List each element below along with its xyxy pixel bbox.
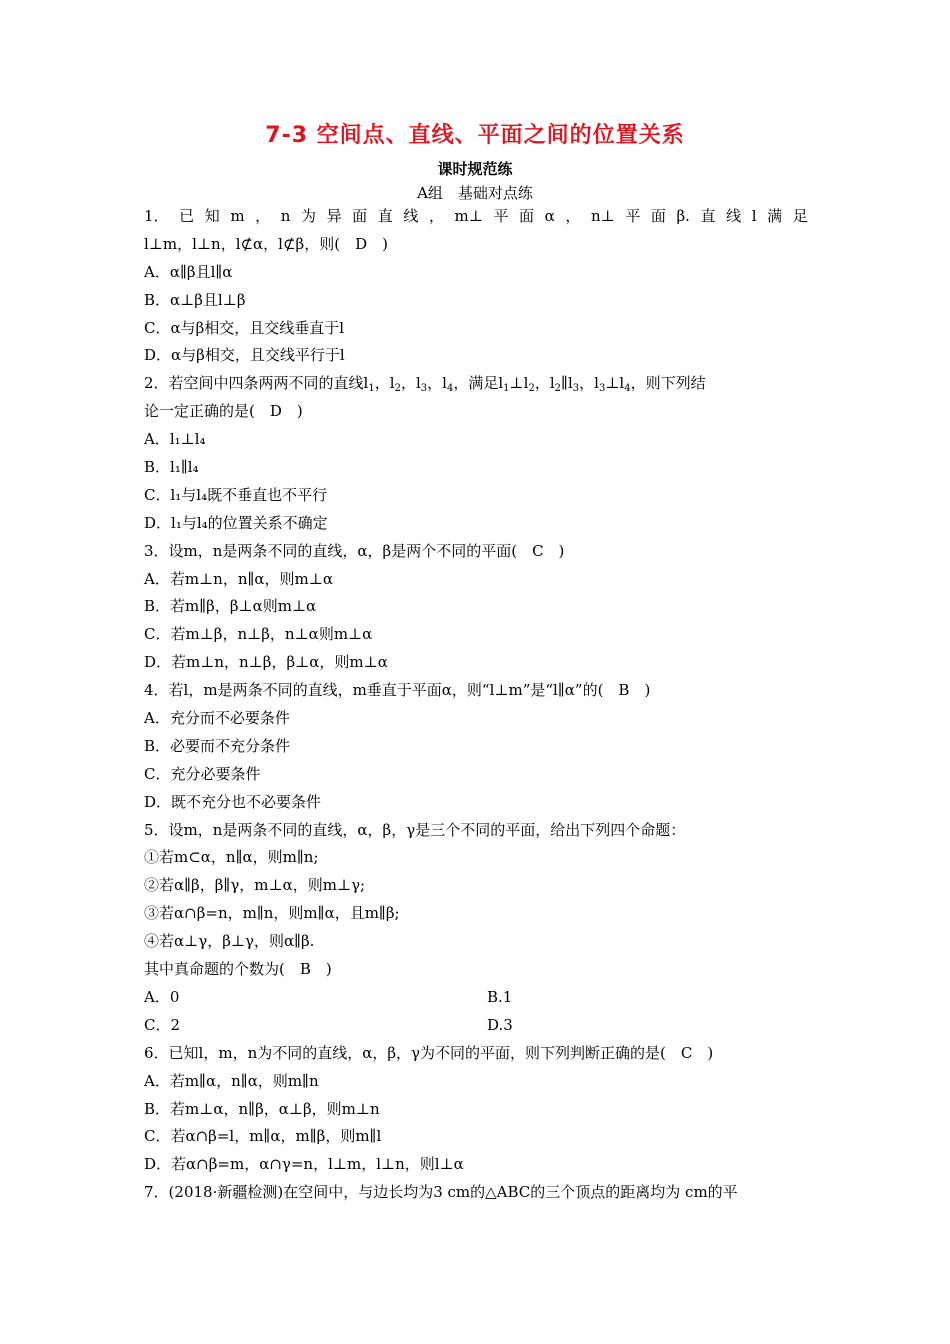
q5-ask: 其中真命题的个数为( B ) xyxy=(144,960,332,979)
q6-option-a: A．若m∥α，n∥α，则m∥n xyxy=(144,1071,319,1090)
q5-proposition-2: ②若α∥β，β∥γ，m⊥α，则m⊥γ; xyxy=(144,876,366,895)
q3-stem: 3．设m，n是两条不同的直线，α，β是两个不同的平面( C ) xyxy=(144,541,565,560)
q1-option-b: B．α⊥β且l⊥β xyxy=(144,290,246,309)
q5-option-c: C．2 xyxy=(144,1015,181,1034)
q4-option-a: A．充分而不必要条件 xyxy=(144,709,290,728)
q5-options-row2 xyxy=(144,1012,808,1040)
q2-stem-line1: 2．若空间中四条两两不同的直线$l_1$，$l_2$，$l_3$，$l_4$，满足$l_1\perp l_2$，$l_2\parallel l_3$，$l_3\perp l_4$，则下列结 xyxy=(144,374,706,395)
q5-stem: 5．设m，n是两条不同的直线，α，β，γ是三个不同的平面，给出下列四个命题： xyxy=(144,820,686,839)
q7-stem: 7．(2018·新疆检测)在空间中，与边长均为3 cm的△ABC的三个顶点的距离均为 cm的平 xyxy=(144,1183,738,1202)
q5-option-a: A．0 xyxy=(144,987,180,1006)
q2-option-c: C．l₁与l₄既不垂直也不平行 xyxy=(144,485,328,504)
q6-stem: 6．已知l，m，n为不同的直线，α，β，γ为不同的平面，则下列判断正确的是( C ) xyxy=(144,1043,714,1062)
q4-option-c: C．充分必要条件 xyxy=(144,764,261,783)
q4-stem: 4．若l，m是两条不同的直线，m垂直于平面α，则“l⊥m”是“l∥α”的( B ) xyxy=(144,681,651,700)
q1-stem-line2: l⊥m，l⊥n，l⊄α，l⊄β，则( D ) xyxy=(144,234,388,253)
q2-option-b: B．l₁∥l₄ xyxy=(144,458,199,477)
q4-option-d: D．既不充分也不必要条件 xyxy=(144,792,322,811)
q5-proposition-4: ④若α⊥γ，β⊥γ，则α∥β. xyxy=(144,932,315,951)
q6-option-b: B．若m⊥α，n∥β，α⊥β，则m⊥n xyxy=(144,1099,380,1118)
q5-option-b: B.1 xyxy=(487,987,513,1006)
q6-option-c: C．若α∩β=l，m∥α，m∥β，则m∥l xyxy=(144,1127,382,1146)
q1-stem-line1: 1． 已 知 m ， n 为 异 面 直 线 ， m⊥ 平 面 α ， n⊥ 平 面 β. 直 线 l 满 足 xyxy=(144,207,808,225)
page-title: 7-3 空间点、直线、平面之间的位置关系 xyxy=(265,123,685,148)
q3-option-c: C．若m⊥β，n⊥β，n⊥α则m⊥α xyxy=(144,625,373,644)
question-list xyxy=(144,203,808,1207)
q2-option-a: A．l₁⊥l₄ xyxy=(144,430,206,449)
q5-options-row1 xyxy=(144,984,808,1012)
q1-option-c: C．α与β相交，且交线垂直于l xyxy=(144,318,345,337)
page-subtitle: 课时规范练 xyxy=(437,160,513,178)
q4-option-b: B．必要而不充分条件 xyxy=(144,736,291,755)
q3-option-a: A．若m⊥n，n∥α，则m⊥α xyxy=(144,569,334,588)
q3-option-b: B．若m∥β，β⊥α则m⊥α xyxy=(144,597,317,616)
q5-proposition-3: ③若α∩β=n，m∥n，则m∥α，且m∥β; xyxy=(144,904,400,923)
section-heading: A组 基础对点练 xyxy=(417,184,533,202)
q1-option-d: D．α与β相交，且交线平行于l xyxy=(144,346,345,365)
q6-option-d: D．若α∩β=m，α∩γ=n，l⊥m，l⊥n，则l⊥α xyxy=(144,1155,464,1174)
q2-option-d: D．l₁与l₄的位置关系不确定 xyxy=(144,513,328,532)
q3-option-d: D．若m⊥n，n⊥β，β⊥α，则m⊥α xyxy=(144,653,388,672)
q1-option-a: A．α∥β且l∥α xyxy=(144,262,233,281)
q5-proposition-1: ①若m⊂α，n∥α，则m∥n; xyxy=(144,848,319,867)
q2-stem-line2: 论一定正确的是( D ) xyxy=(144,402,303,421)
q5-option-d: D.3 xyxy=(487,1015,513,1034)
